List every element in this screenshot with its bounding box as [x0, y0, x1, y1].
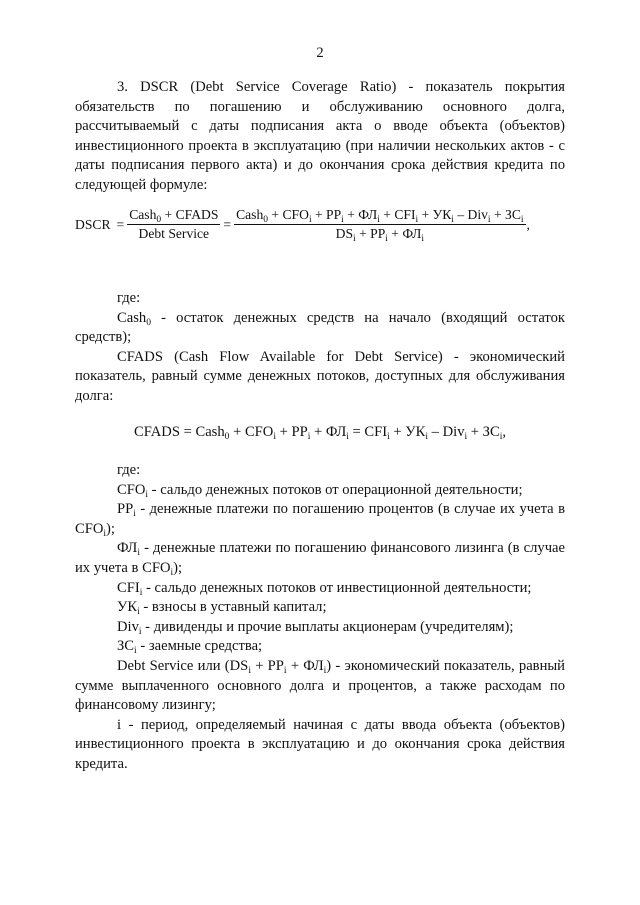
definition-text: - сальдо денежных потоков от инвестиционной деятельности; [142, 579, 532, 596]
definition-item [75, 637, 565, 657]
frac2-num-term-3: + CFI [379, 207, 416, 222]
frac2-num-term-6-sub: i [520, 215, 524, 225]
dscr-eq1: = [116, 216, 125, 232]
definition-item [75, 481, 565, 501]
frac2-num-term-4: + УК [418, 207, 452, 222]
page-number: 2 [316, 45, 324, 61]
debt-service-definition [75, 657, 565, 716]
dscr-fraction-1-numerator [127, 207, 220, 225]
intro-block [75, 78, 565, 196]
definition-symbol: ФЛ [117, 540, 138, 557]
definition-text-sub: i [170, 567, 174, 578]
frac2-den-term-2-sub: i [421, 234, 424, 244]
definition-text: - сальдо денежных потоков от операционной деятельности; [148, 481, 523, 498]
cfads-term-1-sub: i [273, 432, 276, 442]
definition-symbol: CFO [117, 481, 146, 498]
ds-pre: Debt Service или (DS [117, 657, 249, 674]
dscr-eq2: = [223, 216, 232, 232]
definition-item [75, 500, 565, 539]
definition-item [75, 618, 565, 638]
frac2-cash: Cash [236, 207, 264, 222]
frac1-cfads: + CFADS [161, 207, 219, 222]
frac2-den-term-1-sub: i [385, 234, 388, 244]
definition-symbol-sub: i [134, 646, 137, 657]
ds-sub2: i [283, 665, 287, 676]
definition-symbol: PP [117, 501, 134, 518]
ds-mid2: + ФЛ [286, 657, 324, 674]
definition-text: - взносы в уставный капитал; [139, 599, 327, 616]
dscr-lhs: DSCR [75, 216, 111, 232]
frac2-cash-sub: 0 [263, 215, 269, 225]
frac2-den-term-2: + ФЛ [387, 226, 422, 241]
cfads-definition: CFADS (Cash Flow Available for Debt Service) - экономический показатель, равный сумме денежных потоков, доступных для обслуживания долга: [75, 348, 565, 404]
frac1-cash-sub: 0 [156, 215, 162, 225]
definition-symbol: Div [117, 618, 139, 635]
definition-symbol-sub: i [137, 607, 140, 618]
frac2-num-term-0: + CFO [268, 207, 309, 222]
ds-rest: ) - экономический показатель, равный сумме выплаченного основного долга и процентов, а также расходам по финансовому лизингу; [75, 657, 565, 714]
dscr-fraction-2-denominator [234, 225, 525, 242]
cfads-term-2-sub: i [307, 432, 311, 442]
definition-text-tail: ); [173, 559, 183, 576]
where-label-2: где: [117, 462, 141, 478]
definition-symbol: ЗС [117, 638, 135, 655]
definition-item [75, 539, 565, 578]
frac2-den-term-1: + PP [355, 226, 386, 241]
definition-text: - денежные платежи по погашению финансового лизинга (в случае их учета в CFO [75, 540, 565, 576]
frac2-num-term-1: + PP [311, 207, 342, 222]
definition-symbol: CFI [117, 579, 140, 596]
definition-symbol-sub: i [145, 489, 149, 500]
ds-mid1: + PP [250, 657, 284, 674]
cfads-term-8: , [502, 424, 507, 440]
cfads-term-5: + УК [389, 424, 426, 440]
definition-symbol-sub: i [133, 509, 136, 520]
dscr-formula [75, 207, 575, 257]
frac2-num-term-0-sub: i [308, 215, 312, 225]
frac2-num-term-3-sub: i [415, 215, 419, 225]
cfads-term-2: + PP [275, 424, 308, 440]
terms-block-2 [75, 461, 565, 775]
cfads-term-1: + CFO [229, 424, 274, 440]
definitions-list [75, 481, 565, 657]
frac1-cash: Cash [129, 207, 157, 222]
dscr-fraction-1-denominator: Debt Service [138, 226, 210, 241]
definition-item [75, 598, 565, 618]
cfads-term-7: + ЗС [467, 424, 500, 440]
where-label-1: где: [117, 290, 141, 306]
frac2-num-term-5-sub: i [487, 215, 491, 225]
cfads-term-3: + ФЛ [310, 424, 347, 440]
dscr-fraction-1 [127, 207, 220, 242]
definition-text: - заемные средства; [136, 638, 263, 655]
cfads-term-7-sub: i [499, 432, 503, 442]
frac2-den-term-0-sub: i [353, 234, 356, 244]
definition-text-sub: i [103, 528, 107, 539]
definition-symbol-sub: i [137, 548, 140, 559]
frac2-num-term-1-sub: i [341, 215, 344, 225]
definition-text: - дивиденды и прочие выплаты акционерам (учредителям); [141, 618, 514, 635]
definition-text-tail: ); [106, 520, 115, 537]
frac2-num-term-5: – Div [453, 207, 488, 222]
cfads-formula [0, 423, 640, 443]
cfads-term-4-sub: i [387, 432, 390, 442]
definition-item [75, 579, 565, 599]
cash0-text: - остаток денежных средств на начало (входящий остаток средств); [75, 309, 565, 346]
frac2-num-term-2-sub: i [377, 215, 380, 225]
cash0-definition [75, 309, 565, 348]
definition-symbol: УК [117, 599, 138, 616]
definition-symbol-sub: i [138, 626, 142, 637]
frac2-num-term-6: + ЗС [490, 207, 521, 222]
cfads-term-6: – Div [428, 424, 465, 440]
cfads-term-3-sub: i [346, 432, 349, 442]
frac2-num-term-4-sub: i [451, 215, 454, 225]
cfads-term-5-sub: i [425, 432, 429, 442]
definition-text: - денежные платежи по погашению процентов (в случае их учета в CFO [75, 501, 565, 537]
cfads-term-6-sub: i [464, 432, 468, 442]
dscr-fraction-2-numerator [234, 207, 525, 225]
terms-block-1 [75, 289, 565, 407]
cfads-term-4: = CFI [348, 424, 388, 440]
definition-symbol-sub: i [139, 587, 143, 598]
cash0-symbol: Cash [117, 309, 147, 326]
intro-paragraph: 3. DSCR (Debt Service Coverage Ratio) - показатель покрытия обязательств по погашению и обслуживанию основного долга, рассчитываемый с даты подписания акта о вводе объекта (объектов) инвестиционного проекта в эксплуатацию (при наличии нескольких актов - с даты подписания первого акта) и до окончания срока действия кредита по следующей формуле: [75, 79, 565, 193]
cash0-sub: 0 [146, 317, 151, 328]
period-i-definition: i - период, определяемый начиная с даты ввода объекта (объектов) инвестиционного проекта в эксплуатацию и до окончания срока действия кредита. [75, 716, 565, 772]
dscr-trailing-comma: , [526, 216, 530, 232]
cfads-term-0: CFADS = Cash [133, 424, 225, 440]
cfads-term-0-sub: 0 [224, 432, 230, 442]
frac2-den-term-0: DS [335, 226, 354, 241]
ds-sub3: i [323, 665, 327, 676]
ds-sub1: i [248, 665, 251, 676]
frac2-num-term-2: + ФЛ [343, 207, 378, 222]
dscr-fraction-2 [234, 207, 525, 242]
